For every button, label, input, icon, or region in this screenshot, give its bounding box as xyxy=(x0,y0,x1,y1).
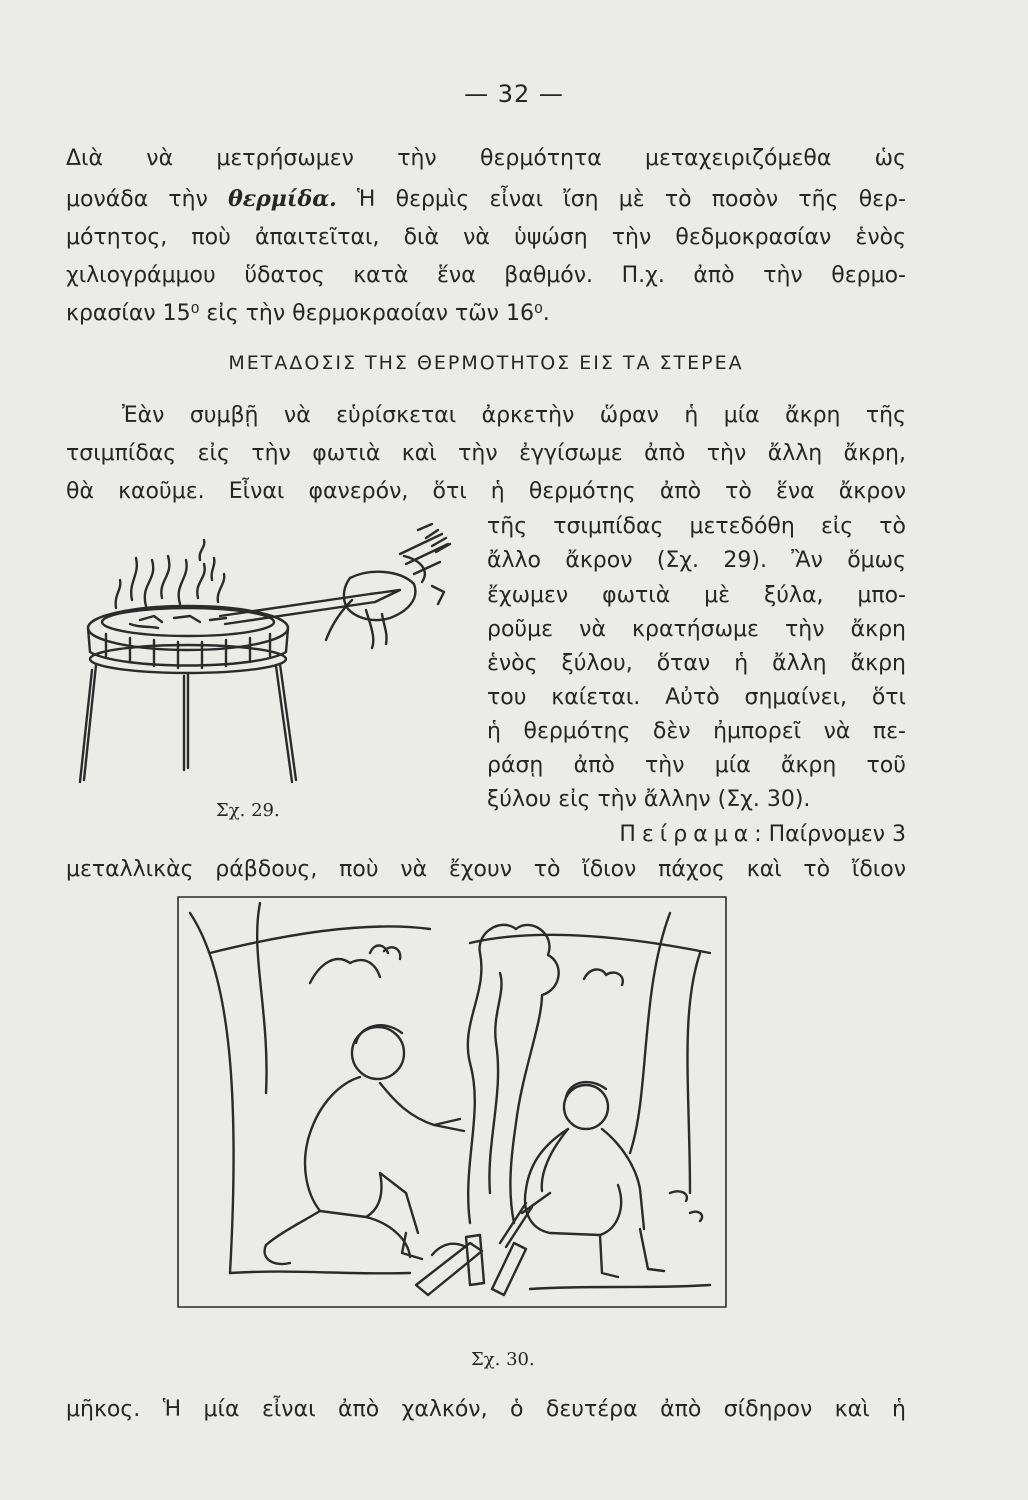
text-line: μονάδα τὴν θερμίδα. Ἡ θερμὶς εἶναι ἴση μὲ τὸ ποσὸν τῆς θερ- xyxy=(66,186,906,212)
text-line: ἑνὸς ξύλου, ὅταν ἡ ἄλλη ἄκρη xyxy=(487,651,906,676)
text-line: ξύλου εἰς τὴν ἄλλην (Σχ. 30). xyxy=(487,787,811,812)
text-line: ἄλλο ἄκρον (Σχ. 29). Ἂν ὅμως xyxy=(487,548,906,573)
text-line: μότητος, ποὺ ἀπαιτεῖται, διὰ νὰ ὑψώση τὴν θεδμοκρασίαν ἑνὸς xyxy=(66,225,906,250)
page-number: — 32 — xyxy=(464,80,564,108)
text-line: χιλιογράμμου ὕδατος κατὰ ἕνα βαθμόν. Π.χ. ἀπὸ τὴν θερμο- xyxy=(66,263,906,288)
text-line: Πείραμα: Παίρνομεν 3 xyxy=(619,822,906,847)
term-thermida: θερμίδα. xyxy=(228,186,337,212)
text-line: ράσῃ ἀπὸ τὴν μία ἄκρη τοῦ xyxy=(487,753,906,778)
figure-30-caption: Σχ. 30. xyxy=(471,1349,535,1370)
text-line: μεταλλικὰς ράβδους, ποὺ νὰ ἔχουν τὸ ἴδιον πάχος καὶ τὸ ἴδιον xyxy=(66,857,906,882)
experiment-label: Πείραμα xyxy=(619,822,755,847)
text-line: τσιμπίδας εἰς τὴν φωτιὰ καὶ τὴν ἐγγίσωμε ἀπὸ τὴν ἄλλη ἄκρη, xyxy=(66,441,906,466)
section-heading: ΜΕΤΑΔΟΣΙΣ ΤΗΣ ΘΕΡΜΟΤΗΤΟΣ ΕΙΣ ΤΑ ΣΤΕΡΕΑ xyxy=(228,352,744,374)
text-line: Ἐὰν συμβῇ νὰ εὑρίσκεται ἀρκετὴν ὥραν ἡ μία ἄκρη τῆς xyxy=(122,403,906,428)
figure-30-campfire-illustration xyxy=(170,893,730,1313)
text-line: ροῦμε νὰ κρατήσωμε τὴν ἄκρη xyxy=(487,617,906,642)
text-line: τῆς τσιμπίδας μετεδόθη εἰς τὸ xyxy=(487,514,906,539)
text-line: μῆκος. Ἡ μία εἶναι ἀπὸ χαλκόν, ὁ δευτέρα ἀπὸ σίδηρον καὶ ἡ xyxy=(66,1397,906,1422)
text-line: του καίεται. Αὐτὸ σημαίνει, ὅτι xyxy=(487,685,906,710)
text-line: ἔχωμεν φωτιὰ μὲ ξύλα, μπο- xyxy=(487,583,906,608)
text-line: ἡ θερμότης δὲν ἠμπορεῖ νὰ πε- xyxy=(487,719,906,744)
text-line: κρασίαν 15⁰ εἰς τὴν θερμοκραοίαν τῶν 16⁰. xyxy=(66,301,550,326)
text-line: Διὰ νὰ μετρήσωμεν τὴν θερμότητα μεταχειριζόμεθα ὡς xyxy=(66,146,906,171)
figure-29-brazier-illustration xyxy=(70,520,470,800)
figure-29-caption: Σχ. 29. xyxy=(216,800,280,821)
text-line: θὰ καοῦμε. Εἶναι φανερόν, ὅτι ἡ θερμότης ἀπὸ τὸ ἕνα ἄκρον xyxy=(66,479,906,504)
